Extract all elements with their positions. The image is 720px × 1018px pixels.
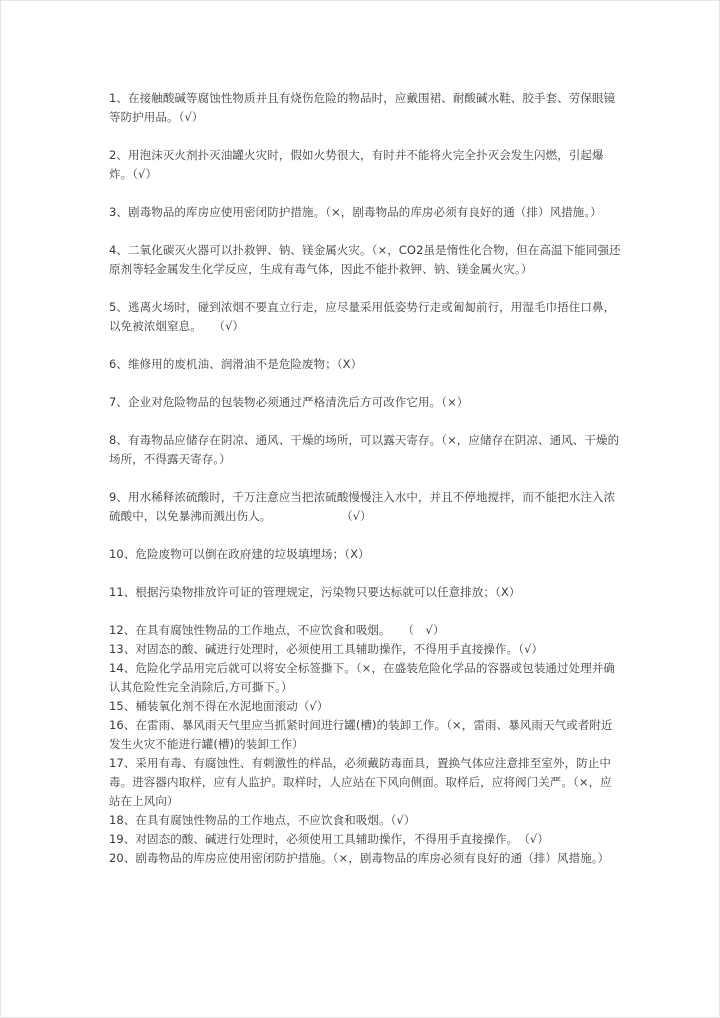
question-4: 4、二氧化碳灭火器可以扑救钾、钠、镁金属火灾。（×，CO2虽是惰性化合物，但在高温下能同强还原剂等轻金属发生化学反应，生成有毒气体，因此不能扑救钾、钠、镁金属火灾。） bbox=[109, 243, 621, 276]
question-3: 3、剧毒物品的库房应使用密闭防护措施。（×，剧毒物品的库房必须有良好的通（排）风措施。） bbox=[109, 205, 602, 219]
question-7: 7、企业对危险物品的包装物必须通过严格清洗后方可改作它用。（×） bbox=[109, 395, 469, 409]
question-18: 18、在具有腐蚀性物品的工作地点，不应饮食和吸烟。（√） bbox=[109, 813, 416, 827]
question-17: 17、采用有毒、有腐蚀性、有刺激性的样品，必须戴防毒面具，置换气体应注意排至室外，防止中毒。进容器内取样，应有人监护。取样时，人应站在下风向侧面。取样后，应将阀门关严。（×，应站在上风向） bbox=[109, 756, 612, 808]
question-11: 11、根据污染物排放许可证的管理规定，污染物只要达标就可以任意排放；（X） bbox=[109, 585, 521, 599]
question-20: 20、剧毒物品的库房应使用密闭防护措施。（×，剧毒物品的库房必须有良好的通（排）风措施。） bbox=[109, 851, 610, 865]
question-14: 14、危险化学品用完后就可以将安全标签撕下。（×，在盛装危险化学品的容器或包装通过处理并确认其危险性完全消除后,方可撕下。） bbox=[109, 661, 616, 694]
question-13: 13、对固态的酸、碱进行处理时，必须使用工具辅助操作，不得用手直接操作。（√） bbox=[109, 642, 544, 656]
question-10: 10、危险废物可以倒在政府建的垃圾填埋场；（X） bbox=[109, 547, 370, 561]
question-2: 2、用泡沫灭火剂扑灭油罐火灾时，假如火势很大，有时并不能将火完全扑灭会发生闪燃，引起爆炸。（√） bbox=[109, 148, 604, 181]
question-5: 5、逃离火场时，碰到浓烟不要直立行走，应尽量采用低姿势行走或匍匐前行，用湿毛巾捂住口鼻，以免被浓烟窒息。 （√） bbox=[109, 300, 616, 333]
question-1: 1、在接触酸碱等腐蚀性物质并且有烧伤危险的物品时，应戴围裙、耐酸碱水鞋、胶手套、劳保眼镜等防护用品。（√） bbox=[109, 91, 616, 124]
question-8: 8、有毒物品应储存在阴凉、通风、干燥的场所，可以露天寄存。（×，应储存在阴凉、通风、干燥的场所，不得露天寄存。） bbox=[109, 433, 620, 466]
question-12: 12、在具有腐蚀性物品的工作地点，不应饮食和吸烟。 （ √） bbox=[109, 623, 445, 637]
question-19: 19、对固态的酸、碱进行处理时，必须使用工具辅助操作，不得用手直接操作。 （√） bbox=[109, 832, 549, 846]
question-16: 16、在雷雨、暴风雨天气里应当抓紧时间进行罐(槽)的装卸工作。（×，雷雨、暴风雨天气或者附近发生火灾不能进行罐(槽)的装卸工作） bbox=[109, 718, 613, 751]
question-6: 6、维修用的废机油、润滑油不是危险废物；（X） bbox=[109, 357, 363, 371]
question-list bbox=[109, 89, 621, 868]
question-9: 9、用水稀释浓硫酸时，千万注意应当把浓硫酸慢慢注入水中，并且不停地搅拌，而不能把水注入浓硫酸中，以免暴沸而溅出伤人。 （√） bbox=[109, 490, 616, 523]
question-15: 15、桶装氧化剂不得在水泥地面滚动（√） bbox=[109, 699, 329, 713]
